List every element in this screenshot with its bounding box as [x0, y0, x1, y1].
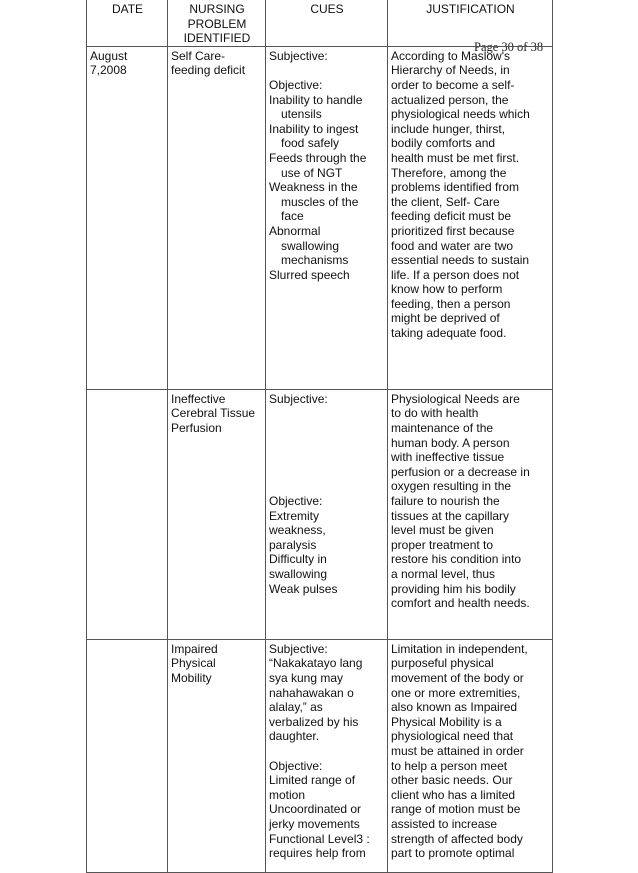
subjective-label: Subjective: — [269, 641, 328, 656]
justification-line: range of motion must be — [391, 802, 521, 817]
table-row — [87, 639, 553, 872]
justification-cell — [388, 46, 553, 389]
justification-line: with ineffective tissue — [391, 450, 505, 465]
justification-line: feeding, then a person — [391, 296, 511, 311]
justification-line: to help a person meet — [391, 758, 508, 773]
cue-line: daughter. — [269, 729, 320, 744]
justification-line: food and water are two — [391, 238, 514, 253]
justification-line: maintenance of the — [391, 420, 494, 435]
cue-line: nahahawakan o — [269, 685, 354, 700]
header-cues: CUES — [266, 0, 388, 46]
justification-line: know how to perform — [391, 282, 503, 297]
justification-line: comfort and health needs. — [391, 596, 530, 611]
cue-line: food safely — [281, 136, 340, 151]
cue-line: Difficulty in — [269, 552, 327, 567]
problem-line: Impaired — [171, 641, 218, 656]
justification-line: taking adequate food. — [391, 326, 507, 341]
justification-line: tissues at the capillary — [391, 508, 510, 523]
justification-line: one or more extremities, — [391, 685, 521, 700]
cue-line: Feeds through the — [269, 150, 367, 165]
cue-line: alalay,” as — [269, 700, 323, 715]
problem-line: Physical — [171, 656, 216, 671]
justification-line: include hunger, thirst, — [391, 121, 506, 136]
justification-line: other basic needs. Our — [391, 773, 513, 788]
justification-line: movement of the body or — [391, 670, 524, 685]
justification-line: to do with health — [391, 406, 479, 421]
justification-cell — [388, 389, 553, 639]
cue-line: mechanisms — [281, 253, 349, 268]
justification-line: life. If a person does not — [391, 267, 520, 282]
justification-line: restore his condition into — [391, 552, 522, 567]
justification-line: oxygen resulting in the — [391, 479, 512, 494]
problem-line: Ineffective — [171, 391, 226, 406]
justification-line: bodily comforts and — [391, 136, 496, 151]
justification-cell — [388, 639, 553, 872]
justification-line: purposeful physical — [391, 656, 494, 671]
justification-line: Therefore, among the — [391, 165, 507, 180]
justification-line: According to Maslow's — [391, 48, 511, 63]
justification-line: prioritized first because — [391, 223, 515, 238]
page-number: Page 30 of 38 — [474, 40, 544, 54]
cue-line: swallowing — [281, 238, 340, 253]
justification-line: feeding deficit must be — [391, 209, 512, 224]
cue-line: Slurred speech — [269, 267, 350, 282]
justification-line: Hierarchy of Needs, in — [391, 63, 510, 78]
justification-line: client who has a limited — [391, 787, 516, 802]
justification-line: physiological needs which — [391, 107, 530, 122]
cue-line: “Nakakatayo lang — [269, 656, 363, 671]
justification-line: human body. A person — [391, 435, 510, 450]
cue-line: requires help from — [269, 846, 366, 861]
table-row — [87, 46, 553, 389]
justification-line: providing him his bodily — [391, 581, 516, 596]
table-row — [87, 389, 553, 639]
justification-line: must be attained in order — [391, 743, 524, 758]
subjective-label: Subjective: — [269, 48, 328, 63]
problem-line: Mobility — [171, 670, 212, 685]
justification-line: order to become a self- — [391, 77, 515, 92]
cue-line: Abnormal — [269, 223, 321, 238]
cue-line: Limited range of — [269, 773, 356, 788]
table-header-row — [87, 0, 553, 46]
cues-cell — [266, 639, 388, 872]
problem-line: Cerebral Tissue — [171, 406, 256, 421]
cue-line: motion — [269, 787, 306, 802]
justification-line: essential needs to sustain — [391, 253, 530, 268]
problem-line: feeding deficit — [171, 63, 246, 78]
justification-line: failure to nourish the — [391, 493, 500, 508]
justification-line: Limitation in independent, — [391, 641, 528, 656]
cue-line: Weak pulses — [269, 581, 338, 596]
header-problem-line: PROBLEM — [187, 16, 247, 31]
cue-line: Extremity — [269, 508, 320, 523]
date-line: 7,2008 — [90, 63, 127, 78]
justification-line: might be deprived of — [391, 311, 500, 326]
justification-line: perfusion or a decrease in — [391, 464, 530, 479]
cue-line: Uncoordinated or — [269, 802, 362, 817]
justification-line: physiological need that — [391, 729, 514, 744]
problem-cell — [168, 639, 266, 872]
justification-line: Physiological Needs are — [391, 391, 520, 406]
cue-line: utensils — [281, 107, 322, 122]
cue-line: paralysis — [269, 537, 317, 552]
justification-line: health must be met first. — [391, 150, 520, 165]
subjective-label: Subjective: — [269, 391, 328, 406]
cue-line: Inability to ingest — [269, 121, 359, 136]
cue-line: face — [281, 209, 304, 224]
problem-line: Self Care- — [171, 48, 226, 63]
justification-line: proper treatment to — [391, 537, 494, 552]
cues-cell — [266, 46, 388, 389]
justification-line: also known as Impaired — [391, 700, 518, 715]
cue-line: weakness, — [269, 523, 326, 538]
justification-line: actualized person, the — [391, 92, 509, 107]
cue-line: jerky movements — [269, 816, 360, 831]
cue-line: sya kung may — [269, 670, 344, 685]
justification-line: problems identified from — [391, 180, 520, 195]
cue-line: Functional Level3 : — [269, 831, 370, 846]
nursing-care-plan-table — [86, 0, 553, 873]
objective-label: Objective: — [269, 77, 323, 92]
date-cell — [87, 639, 168, 872]
cues-cell — [266, 389, 388, 639]
cue-line: muscles of the — [281, 194, 359, 209]
justification-line: the client, Self- Care — [391, 194, 500, 209]
cue-line: swallowing — [269, 566, 328, 581]
objective-label: Objective: — [269, 758, 323, 773]
problem-cell — [168, 389, 266, 639]
cue-line: Weakness in the — [269, 180, 358, 195]
justification-line: level must be given — [391, 523, 494, 538]
justification-line: a normal level, thus — [391, 566, 496, 581]
date-line: August — [90, 48, 128, 63]
objective-label: Objective: — [269, 493, 323, 508]
header-problem-line: NURSING — [189, 2, 245, 16]
cue-line: Inability to handle — [269, 92, 363, 107]
date-cell — [87, 389, 168, 639]
cue-line: verbalized by his — [269, 714, 359, 729]
justification-line: assisted to increase — [391, 816, 498, 831]
date-cell — [87, 46, 168, 389]
justification-line: Physical Mobility is a — [391, 714, 502, 729]
header-problem-line: IDENTIFIED — [183, 31, 251, 46]
header-date: DATE — [87, 0, 168, 46]
justification-line: strength of affected body — [391, 831, 523, 846]
cue-line: use of NGT — [281, 165, 343, 180]
problem-cell — [168, 46, 266, 389]
header-justification: JUSTIFICATION — [388, 0, 553, 46]
header-nursing-problem — [168, 0, 266, 46]
problem-line: Perfusion — [171, 420, 222, 435]
justification-line: part to promote optimal — [391, 846, 515, 861]
